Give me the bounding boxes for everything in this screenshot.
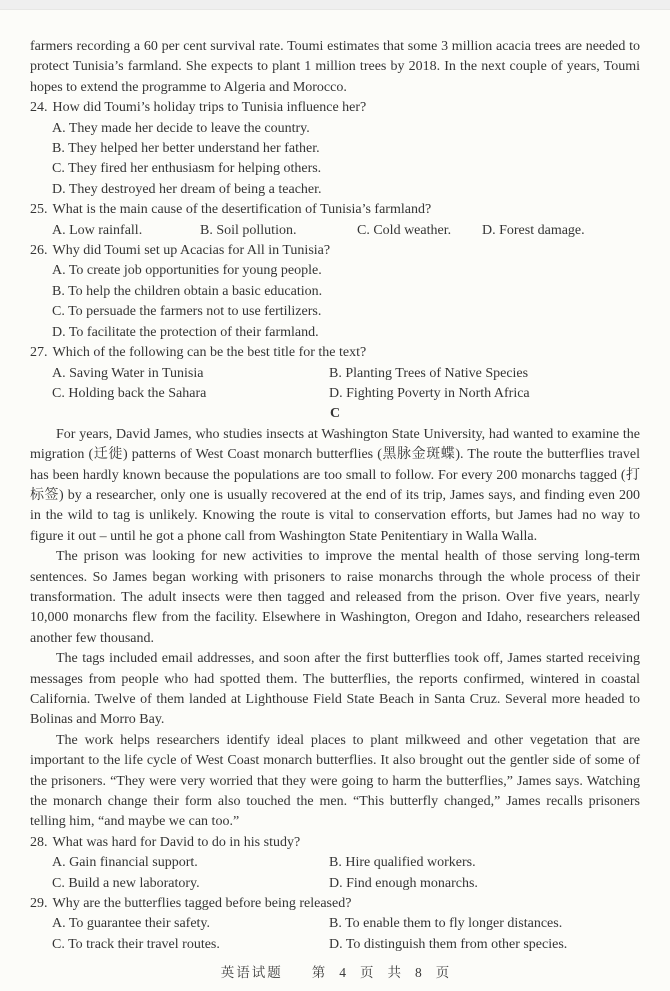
- question-29: [30, 894, 640, 955]
- question-text: How did Toumi’s holiday trips to Tunisia influence her?: [52, 100, 367, 116]
- option-c: C. To track their travel routes.: [52, 936, 220, 952]
- passage-paragraph-2: The prison was looking for new activities to improve the mental health of those serving long-term sentences. So James began working with prisoners to raise monarchs through the whole process of their transformation. The adult insects were then tagged and released from the prison. Over five years, nearly 10,000 monarchs flew from the facility. Elsewhere in Washington, Oregon and Idaho, researchers released another few thousand.: [30, 549, 640, 646]
- footer-page-prefix: 第: [311, 965, 326, 980]
- passage-paragraph-1: For years, David James, who studies insects at Washington State University, had wanted to examine the migration (迁徙) patterns of West Coast monarch butterflies (黑脉金斑蝶). The route the butterflies travel has been hardly known because the populations are too small to follow. For every 200 monarchs tagged (打标签) by a researcher, only one is usually recovered at the end of its trip, James says, and finding even 200 in the wild to tag is unlikely. Knowing the route is vital to conservation efforts, but James had no way to figure it out – until he got a phone call from Washington State Penitentiary in Walla Walla.: [30, 426, 640, 544]
- option-d: D. To distinguish them from other species.: [329, 936, 568, 952]
- footer-total-unit: 页: [435, 965, 450, 980]
- option-c: C. They fired her enthusiasm for helping others.: [52, 161, 322, 177]
- option-a: A. Gain financial support.: [52, 855, 198, 871]
- option-c: C. Cold weather.: [357, 222, 452, 238]
- option-d: D. Forest damage.: [482, 222, 585, 238]
- option-a: A. Saving Water in Tunisia: [52, 365, 204, 381]
- question-line: [30, 894, 640, 914]
- question-line: [30, 241, 640, 261]
- footer-page-unit: 页: [360, 965, 374, 980]
- footer-page-number: 4: [339, 965, 346, 980]
- option-d: D. To facilitate the protection of their farmland.: [52, 324, 319, 340]
- question-text: What is the main cause of the desertification of Tunisia’s farmland?: [52, 202, 432, 218]
- footer-total-prefix: 共: [387, 965, 401, 980]
- option-b: B. Hire qualified workers.: [329, 855, 476, 871]
- question-line: [30, 98, 640, 118]
- question-27: [30, 343, 640, 404]
- option-c: C. Build a new laboratory.: [52, 875, 200, 891]
- option-c: C. To persuade the farmers not to use fertilizers.: [52, 304, 322, 320]
- question-28: [30, 833, 640, 894]
- question-text: Why are the butterflies tagged before being released?: [52, 896, 352, 912]
- question-25: [30, 200, 640, 241]
- question-text: What was hard for David to do in his study?: [52, 834, 301, 850]
- question-line: [30, 200, 640, 220]
- option-a: A. To guarantee their safety.: [52, 916, 211, 932]
- option-d: D. Fighting Poverty in North Africa: [329, 385, 530, 401]
- footer-doc-title: 英语试题: [220, 965, 283, 980]
- options-grid: [30, 853, 640, 894]
- question-number: 26.: [30, 243, 48, 259]
- question-text: Which of the following can be the best title for the text?: [52, 345, 367, 361]
- passage-paragraph-3: The tags included email addresses, and soon after the first butterflies took off, James started receiving messages from people who had spotted them. The butterflies, the reports confirmed, wintered in coastal California. Twelve of them landed at Lighthouse Field State Beach in Santa Cruz. Several more headed to Bolinas and Morro Bay.: [30, 651, 640, 728]
- option-b: B. To help the children obtain a basic education.: [52, 283, 323, 299]
- question-number: 28.: [30, 834, 48, 850]
- page-footer: [0, 961, 670, 981]
- intro-paragraph: farmers recording a 60 per cent survival rate. Toumi estimates that some 3 million acacia trees are needed to protect Tunisia’s farmland. She expects to plant 1 million trees by 2018. In the next couple of years, Toumi hopes to extend the programme to Algeria and Morocco.: [30, 39, 640, 95]
- question-24: [30, 98, 640, 200]
- option-b: B. They helped her better understand her father.: [52, 141, 320, 157]
- option-a: A. They made her decide to leave the country.: [52, 120, 310, 136]
- option-d: D. They destroyed her dream of being a teacher.: [52, 181, 322, 197]
- question-number: 27.: [30, 345, 48, 361]
- passage-paragraph-4: The work helps researchers identify ideal places to plant milkweed and other vegetation that are important to the life cycle of West Coast monarch butterflies. It also brought out the gentler side of some of the prisoners. “They were very worried that they were going to harm the butterflies,” James says. Watching the monarch change their form also touched the men. “This butterfly changed,” James recalls prisoners telling him, “and maybe we can too.”: [30, 732, 640, 830]
- question-number: 24.: [30, 100, 48, 116]
- question-26: [30, 241, 640, 343]
- question-number: 29.: [30, 896, 48, 912]
- question-number: 25.: [30, 202, 48, 218]
- options-grid: [30, 914, 640, 955]
- option-b: B. To enable them to fly longer distances.: [329, 916, 563, 932]
- question-line: [30, 833, 640, 853]
- question-line: [30, 343, 640, 363]
- footer-total-number: 8: [415, 965, 422, 980]
- scan-top-edge: [0, 0, 670, 10]
- option-b: B. Soil pollution.: [200, 222, 297, 238]
- option-a: A. Low rainfall.: [52, 222, 143, 238]
- question-text: Why did Toumi set up Acacias for All in Tunisia?: [52, 243, 331, 259]
- options-row: [30, 221, 640, 241]
- options-grid: [30, 364, 640, 405]
- option-c: C. Holding back the Sahara: [52, 385, 207, 401]
- page-content: [0, 10, 670, 955]
- option-a: A. To create job opportunities for young people.: [52, 263, 322, 279]
- option-d: D. Find enough monarchs.: [329, 875, 478, 891]
- option-b: B. Planting Trees of Native Species: [329, 365, 529, 381]
- passage-section-label: C: [329, 406, 341, 422]
